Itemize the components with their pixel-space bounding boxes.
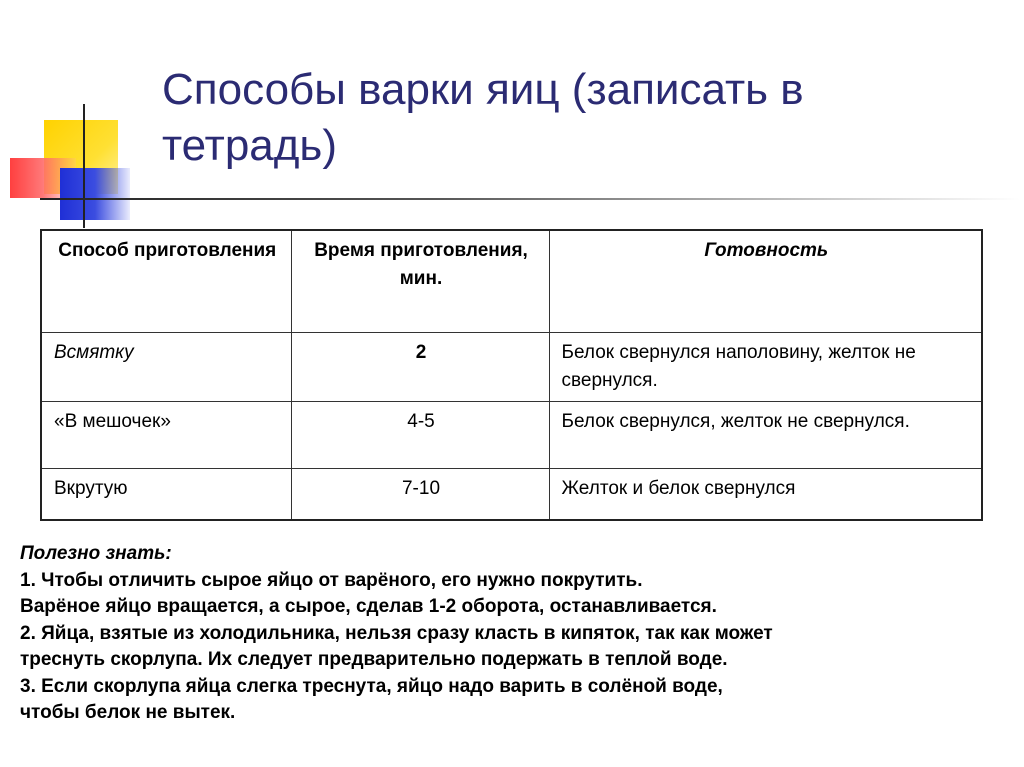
cell-readiness: Белок свернулся наполовину, желток не свернулся. <box>549 332 982 401</box>
useful-notes <box>20 541 1010 727</box>
notes-line: 1. Чтобы отличить сырое яйцо от варёного, его нужно покрутить. <box>20 569 643 591</box>
cell-method: Вкрутую <box>41 468 291 520</box>
horizontal-rule <box>40 198 1020 200</box>
header-method: Способ приготовления <box>41 230 291 332</box>
cell-readiness: Желток и белок свернулся <box>549 468 982 520</box>
header-readiness: Готовность <box>549 230 982 332</box>
cooking-methods-table <box>40 229 983 521</box>
blue-square-decoration <box>60 168 130 220</box>
cell-time: 7-10 <box>291 468 549 520</box>
vertical-rule <box>83 104 85 228</box>
slide-title: Способы варки яиц (записать в тетрадь) <box>162 65 804 170</box>
cell-time: 4-5 <box>291 401 549 468</box>
notes-heading: Полезно знать: <box>20 543 172 564</box>
table-row <box>41 401 982 468</box>
notes-line: 3. Если скорлупа яйца слегка треснута, яйцо надо варить в солёной воде, <box>20 675 723 697</box>
header-time: Время приготовления, мин. <box>291 230 549 332</box>
notes-line: Варёное яйцо вращается, а сырое, сделав 1-2 оборота, останавливается. <box>20 596 717 617</box>
notes-line: треснуть скорлупа. Их следует предварительно подержать в теплой воде. <box>20 649 728 670</box>
cell-method: «В мешочек» <box>41 401 291 468</box>
cell-method: Всмятку <box>41 332 291 401</box>
cell-readiness: Белок свернулся, желток не свернулся. <box>549 401 982 468</box>
cell-time: 2 <box>291 332 549 401</box>
table-row <box>41 332 982 401</box>
table-header-row <box>41 230 982 332</box>
notes-line: 2. Яйца, взятые из холодильника, нельзя сразу класть в кипяток, так как может <box>20 622 773 644</box>
table-row <box>41 468 982 520</box>
notes-line: чтобы белок не вытек. <box>20 702 236 723</box>
